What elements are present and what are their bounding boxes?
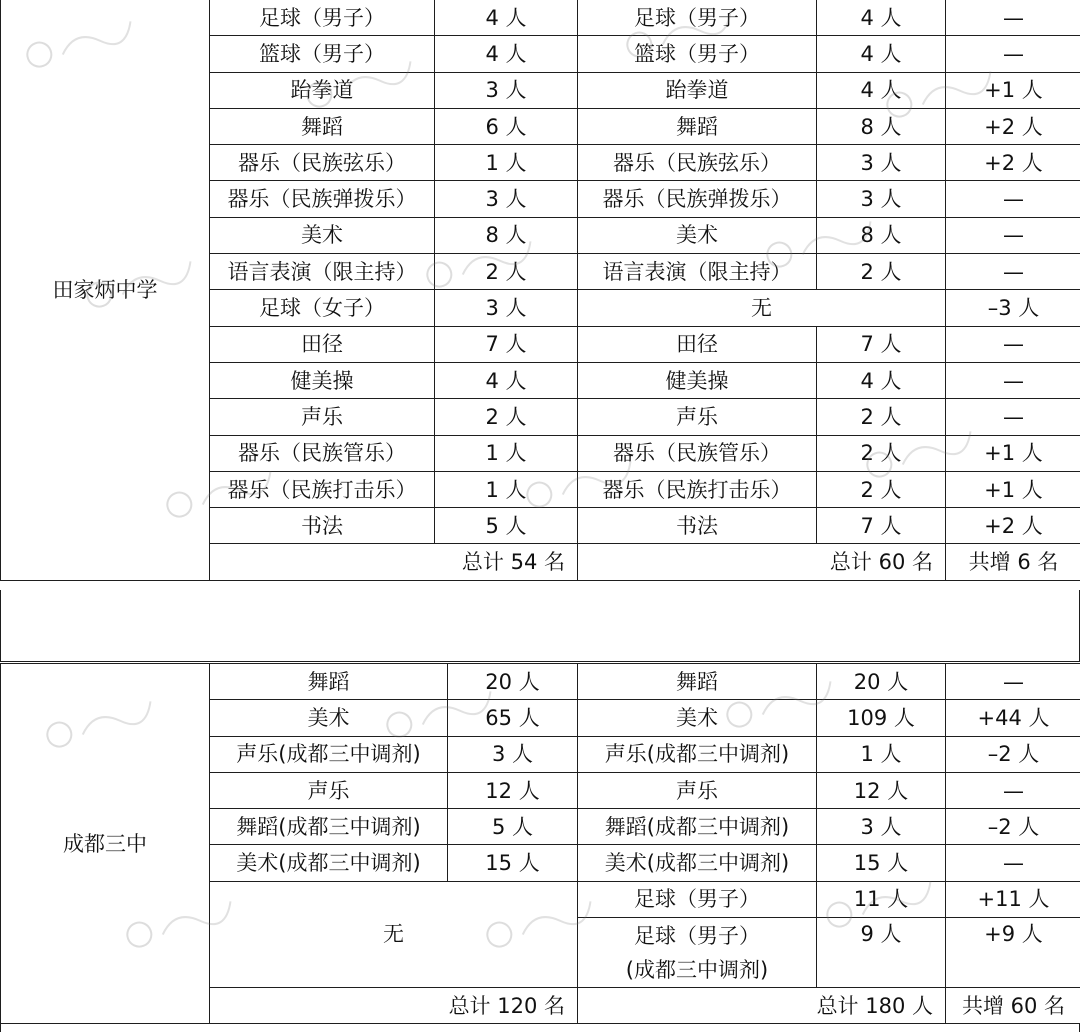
prev-none: 无 <box>210 881 578 987</box>
curr-count: 109 人 <box>817 700 946 736</box>
curr-count: 15 人 <box>817 845 946 881</box>
change-value: — <box>946 36 1080 72</box>
prev-count: 3 人 <box>435 72 578 108</box>
curr-item: 声乐 <box>578 399 817 435</box>
curr-item-line-2: (成都三中调剂) <box>625 957 769 982</box>
prev-count: 15 人 <box>448 845 578 881</box>
change-value: +2 人 <box>946 145 1080 181</box>
curr-count: 7 人 <box>817 508 946 544</box>
prev-item: 书法 <box>210 508 435 544</box>
school-name: 田家炳中学 <box>1 0 210 580</box>
change-value: –3 人 <box>946 290 1080 326</box>
prev-count: 20 人 <box>448 664 578 700</box>
curr-item: 舞蹈(成都三中调剂) <box>578 809 817 845</box>
curr-total: 总计 180 人 <box>578 988 946 1024</box>
curr-count: 8 人 <box>817 108 946 144</box>
prev-count: 4 人 <box>435 36 578 72</box>
curr-item: 器乐（民族打击乐） <box>578 471 817 507</box>
prev-item: 跆拳道 <box>210 72 435 108</box>
change-value: +1 人 <box>946 471 1080 507</box>
curr-count: 3 人 <box>817 809 946 845</box>
prev-item: 足球（女子） <box>210 290 435 326</box>
curr-count: 1 人 <box>817 736 946 772</box>
curr-count: 4 人 <box>817 36 946 72</box>
prev-item: 足球（男子） <box>210 0 435 36</box>
prev-item: 器乐（民族弦乐） <box>210 145 435 181</box>
change-value: — <box>946 845 1080 881</box>
prev-item: 篮球（男子） <box>210 36 435 72</box>
curr-item: 足球（男子） <box>578 881 817 917</box>
prev-count: 6 人 <box>435 108 578 144</box>
curr-count: 4 人 <box>817 0 946 36</box>
prev-count: 2 人 <box>435 399 578 435</box>
change-value: +2 人 <box>946 108 1080 144</box>
prev-item: 声乐 <box>210 772 448 808</box>
prev-item: 美术(成都三中调剂) <box>210 845 448 881</box>
change-value: +2 人 <box>946 508 1080 544</box>
prev-item: 美术 <box>210 217 435 253</box>
curr-count: 2 人 <box>817 254 946 290</box>
prev-count: 1 人 <box>435 471 578 507</box>
prev-count: 1 人 <box>435 145 578 181</box>
next-section-edge <box>0 1023 1080 1032</box>
prev-count: 4 人 <box>435 362 578 398</box>
curr-item: 美术 <box>578 700 817 736</box>
prev-item: 美术 <box>210 700 448 736</box>
prev-item: 健美操 <box>210 362 435 398</box>
curr-item-two-line <box>578 918 817 988</box>
change-value: +9 人 <box>946 918 1080 988</box>
prev-count: 3 人 <box>435 181 578 217</box>
change-value: — <box>946 772 1080 808</box>
prev-item: 语言表演（限主持） <box>210 254 435 290</box>
curr-item: 健美操 <box>578 362 817 398</box>
change-value: — <box>946 181 1080 217</box>
prev-item: 舞蹈 <box>210 664 448 700</box>
curr-count: 4 人 <box>817 72 946 108</box>
prev-count: 1 人 <box>435 435 578 471</box>
change-value: — <box>946 326 1080 362</box>
curr-item-line-1: 足球（男子） <box>634 923 760 948</box>
curr-count: 3 人 <box>817 145 946 181</box>
curr-count: 2 人 <box>817 435 946 471</box>
curr-count: 12 人 <box>817 772 946 808</box>
table-row <box>1 0 1080 36</box>
change-value: — <box>946 217 1080 253</box>
curr-item: 舞蹈 <box>578 108 817 144</box>
curr-item: 器乐（民族弹拨乐） <box>578 181 817 217</box>
curr-item: 篮球（男子） <box>578 36 817 72</box>
prev-item: 器乐（民族弹拨乐） <box>210 181 435 217</box>
curr-count: 20 人 <box>817 664 946 700</box>
curr-item: 美术(成都三中调剂) <box>578 845 817 881</box>
prev-count: 3 人 <box>448 736 578 772</box>
curr-item: 声乐 <box>578 772 817 808</box>
prev-total: 总计 54 名 <box>210 544 578 580</box>
curr-total: 总计 60 名 <box>578 544 946 580</box>
prev-count: 5 人 <box>435 508 578 544</box>
prev-item: 舞蹈 <box>210 108 435 144</box>
prev-item: 声乐 <box>210 399 435 435</box>
change-value: — <box>946 0 1080 36</box>
change-value: –2 人 <box>946 809 1080 845</box>
curr-item: 足球（男子） <box>578 0 817 36</box>
quota-table-chengdu-no3 <box>0 663 1080 1024</box>
prev-count: 3 人 <box>435 290 578 326</box>
curr-count: 9 人 <box>817 918 946 988</box>
total-change: 共增 60 名 <box>946 988 1080 1024</box>
curr-count: 2 人 <box>817 399 946 435</box>
total-change: 共增 6 名 <box>946 544 1080 580</box>
change-value: — <box>946 362 1080 398</box>
change-value: +1 人 <box>946 435 1080 471</box>
prev-count: 12 人 <box>448 772 578 808</box>
table-row <box>1 664 1080 700</box>
change-value: +1 人 <box>946 72 1080 108</box>
curr-count: 4 人 <box>817 362 946 398</box>
curr-item: 书法 <box>578 508 817 544</box>
curr-item: 田径 <box>578 326 817 362</box>
prev-count: 4 人 <box>435 0 578 36</box>
curr-count: 3 人 <box>817 181 946 217</box>
curr-item: 舞蹈 <box>578 664 817 700</box>
prev-item: 器乐（民族打击乐） <box>210 471 435 507</box>
prev-count: 5 人 <box>448 809 578 845</box>
curr-item: 无 <box>578 290 946 326</box>
prev-item: 田径 <box>210 326 435 362</box>
change-value: — <box>946 399 1080 435</box>
prev-count: 8 人 <box>435 217 578 253</box>
change-value: +11 人 <box>946 881 1080 917</box>
prev-count: 7 人 <box>435 326 578 362</box>
curr-item: 器乐（民族管乐） <box>578 435 817 471</box>
school-name: 成都三中 <box>1 664 210 1024</box>
prev-count: 65 人 <box>448 700 578 736</box>
curr-item: 语言表演（限主持） <box>578 254 817 290</box>
curr-count: 11 人 <box>817 881 946 917</box>
curr-item: 声乐(成都三中调剂) <box>578 736 817 772</box>
curr-count: 7 人 <box>817 326 946 362</box>
prev-count: 2 人 <box>435 254 578 290</box>
change-value: — <box>946 254 1080 290</box>
change-value: +44 人 <box>946 700 1080 736</box>
prev-total: 总计 120 名 <box>210 988 578 1024</box>
change-value: — <box>946 664 1080 700</box>
prev-item: 舞蹈(成都三中调剂) <box>210 809 448 845</box>
curr-item: 美术 <box>578 217 817 253</box>
curr-count: 8 人 <box>817 217 946 253</box>
prev-item: 器乐（民族管乐） <box>210 435 435 471</box>
curr-item: 跆拳道 <box>578 72 817 108</box>
section-gap <box>0 590 1080 662</box>
change-value: –2 人 <box>946 736 1080 772</box>
prev-item: 声乐(成都三中调剂) <box>210 736 448 772</box>
curr-count: 2 人 <box>817 471 946 507</box>
curr-item: 器乐（民族弦乐） <box>578 145 817 181</box>
